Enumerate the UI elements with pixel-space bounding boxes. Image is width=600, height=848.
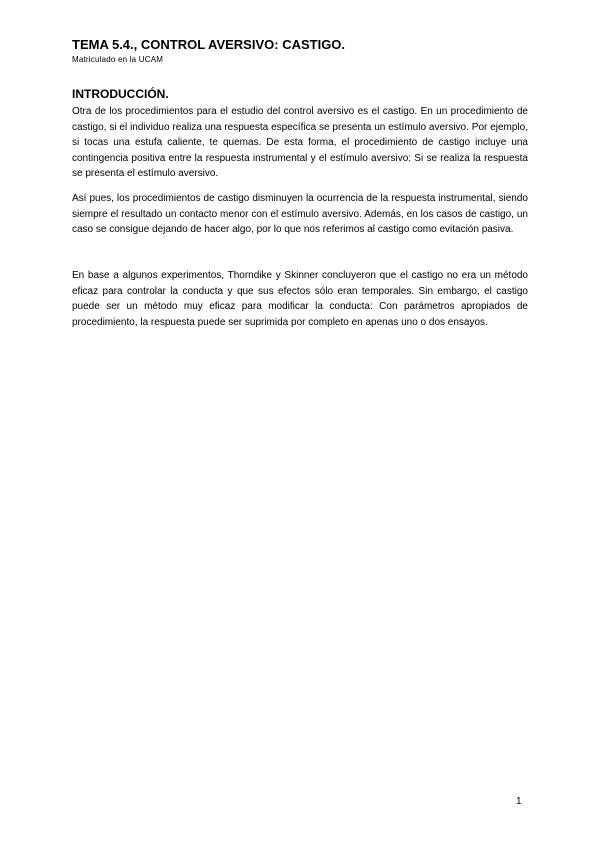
document-title: TEMA 5.4., CONTROL AVERSIVO: CASTIGO. xyxy=(72,37,346,52)
paragraph-3: En base a algunos experimentos, Thorndike y Skinner concluyeron que el castigo no era un método eficaz para controlar la conducta y que sus efectos sólo eran temporales. Sin embargo, el castigo puede ser un método muy eficaz para modificar la conducta: Con parámetros apropiados de procedimiento, la respuesta puede ser suprimida por completo en apenas uno o dos ensayos. xyxy=(72,270,528,328)
paragraph-2: Así pues, los procedimientos de castigo disminuyen la ocurrencia de la respuesta instrumental, siendo siempre el resultado un contacto menor con el estímulo aversivo. Además, en los casos de castigo, un caso se consigue dejando de hacer algo, por lo que nos referimos al castigo como evitación pasiva. xyxy=(72,193,528,235)
paragraph-1: Otra de los procedimientos para el estudio del control aversivo es el castigo. En un procedimiento de castigo, si el individuo realiza una respuesta específica se presenta un estímulo aversivo. Por ejemplo, si tocas una estufa caliente, te quemas. De esta forma, el procedimiento de castigo incluye una contingencia positiva entre la respuesta instrumental y el estímulo aversivo: Si se realiza la respuesta se presenta el estímulo aversivo. xyxy=(72,106,528,179)
section-heading: INTRODUCCIÓN. xyxy=(72,87,169,101)
document-subtitle: Matriculado en la UCAM xyxy=(72,55,164,64)
page-number: 1 xyxy=(516,796,522,807)
